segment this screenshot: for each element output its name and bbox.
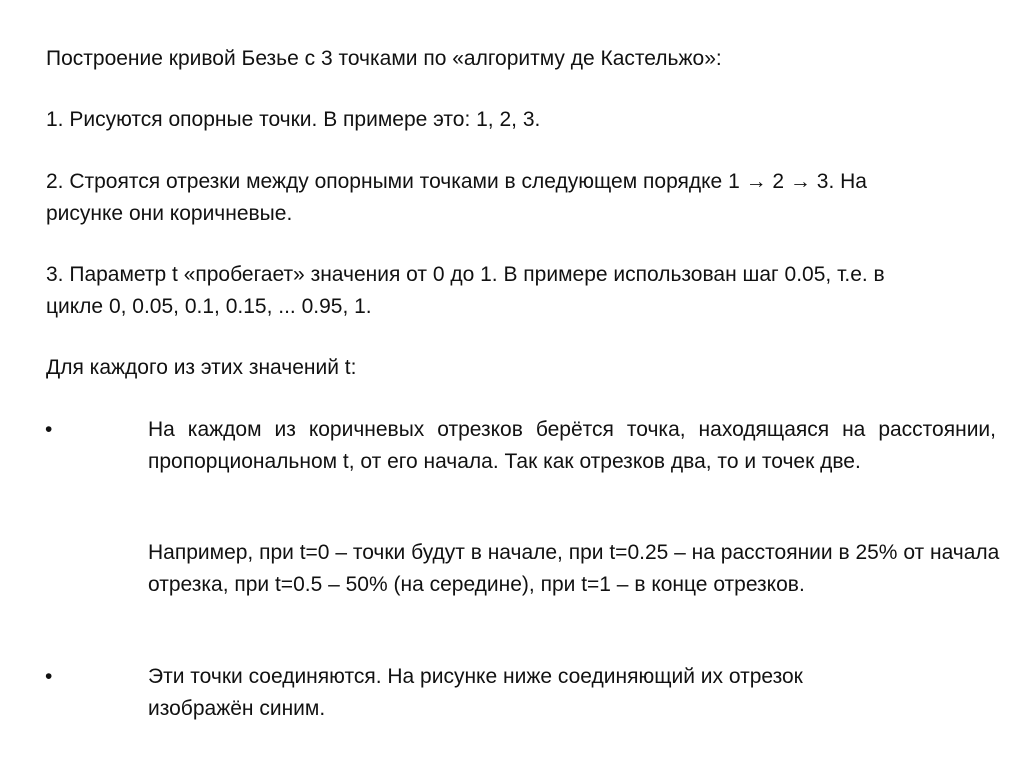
slide-title: Построение кривой Безье с 3 точками по «алгоритму де Кастельжо»: — [46, 47, 722, 70]
bullet-2-text: Эти точки соединяются. На рисунке ниже соединяющий их отрезок изображён синим. — [148, 665, 803, 720]
step-2-text-line-1: 2. Строятся отрезки между опорными точками в следующем порядке 1 → 2 → 3. На — [46, 170, 867, 193]
step-3-text-line-2: цикле 0, 0.05, 0.1, 0.15, ... 0.95, 1. — [46, 295, 372, 318]
bullet-2-marker: • — [45, 665, 53, 688]
bullet-1-text: На каждом из коричневых отрезков берётся точка, находящаяся на расстоянии, пропорциональном t, от его начала. Так как отрезков два, то и точек две. — [148, 418, 996, 473]
example-paragraph: Например, при t=0 – точки будут в начале, при t=0.25 – на расстоянии в 25% от начала отрезка, при t=0.5 – 50% (на середине), при t=1 – в конце отрезков. — [148, 541, 1000, 596]
bullet-1-marker: • — [45, 418, 53, 441]
step-1-text: 1. Рисуются опорные точки. В примере это: 1, 2, 3. — [46, 108, 541, 131]
step-3-text-line-1: 3. Параметр t «пробегает» значения от 0 до 1. В примере использован шаг 0.05, т.е. в — [46, 263, 885, 286]
step-2-text-line-2: рисунке они коричневые. — [46, 202, 293, 225]
for-each-heading: Для каждого из этих значений t: — [46, 356, 357, 379]
